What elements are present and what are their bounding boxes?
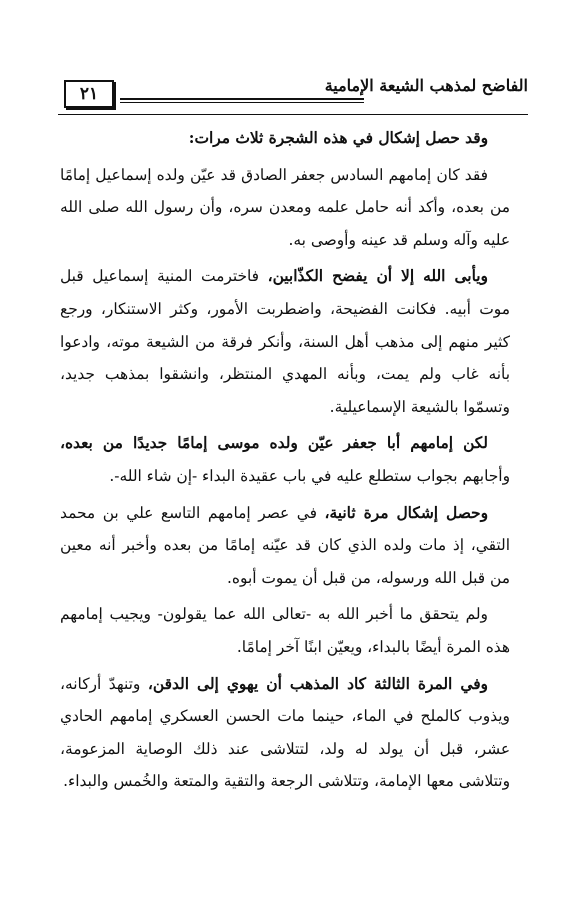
paragraph-lead: وفي المرة الثالثة كاد المذهب أن يهوي إلى الدقن، [147, 674, 488, 693]
running-header [58, 74, 528, 110]
paragraph [60, 427, 510, 492]
paragraph [60, 497, 510, 595]
paragraph-lead: وحصل إشكال مرة ثانية، [324, 503, 488, 522]
paragraph-text: وتنهدّ أركانه، ويذوب كالملح في الماء، حينما مات الحسن العسكري إمامهم الحادي عشر، قبل أن يولد له ولد، لتتلاشى عند ذلك الوصاية المزعومة، وتتلاشى معها الإمامة، وتتلاشى الرجعة والتقية والمتعة والخُمس والبداء. [60, 674, 510, 791]
paragraph [60, 668, 510, 798]
running-title: الفاضح لمذهب الشيعة الإمامية [324, 76, 528, 95]
header-divider [58, 114, 528, 115]
paragraph [60, 598, 510, 663]
paragraph-text: فقد كان إمامهم السادس جعفر الصادق قد عيّن ولده إسماعيل إمامًا من بعده، وأكد أنه حامل علمه ومعدن سره، وأن رسول الله صلى الله عليه وآله وسلم قد عينه وأوصى به. [60, 165, 510, 249]
paragraph-lead: وقد حصل إشكال في هذه الشجرة ثلاث مرات: [188, 129, 488, 147]
paragraph-lead: لكن إمامهم أبا جعفر عيّن ولده موسى إمامًا جديدًا من بعده، [60, 434, 488, 453]
paragraph [60, 122, 510, 155]
paragraph-text: ولم يتحقق ما أخبر الله به -تعالى الله عما يقولون- ويجيب إمامهم هذه المرة أيضًا بالبداء، ويعيّن ابنًا آخر إمامًا. [60, 605, 510, 656]
header-rule [120, 98, 364, 103]
body-text [60, 122, 510, 798]
page-number: ٢١ [64, 80, 114, 108]
paragraph [60, 159, 510, 257]
paragraph-lead: ويأبى الله إلا أن يفضح الكذّابين، [267, 267, 488, 286]
paragraph [60, 260, 510, 423]
paragraph-text: فاخترمت المنية إسماعيل قبل موت أبيه. فكانت الفضيحة، واضطربت الأمور، وكثر الاستنكار، ورجع كثير منهم إلى مذهب أهل السنة، وأنكر فرقة من الشيعة موته، وادعوا بأنه غاب ولم يمت، وبأنه المهدي المنتظر، وانشقوا بمذهب جديد، وتسمّوا بالشيعة الإسماعيلية. [60, 267, 510, 416]
paragraph-text: في عصر إمامهم التاسع علي بن محمد التقي، إذ مات ولده الذي كان قد عيّنه إمامًا من بعده وأخبر أنه معين من قبل الله ورسوله، من قبل أن يموت أبوه. [60, 503, 510, 587]
paragraph-text: وأجابهم بجواب ستطلع عليه في باب عقيدة البداء -إن شاء الله-. [109, 466, 510, 485]
